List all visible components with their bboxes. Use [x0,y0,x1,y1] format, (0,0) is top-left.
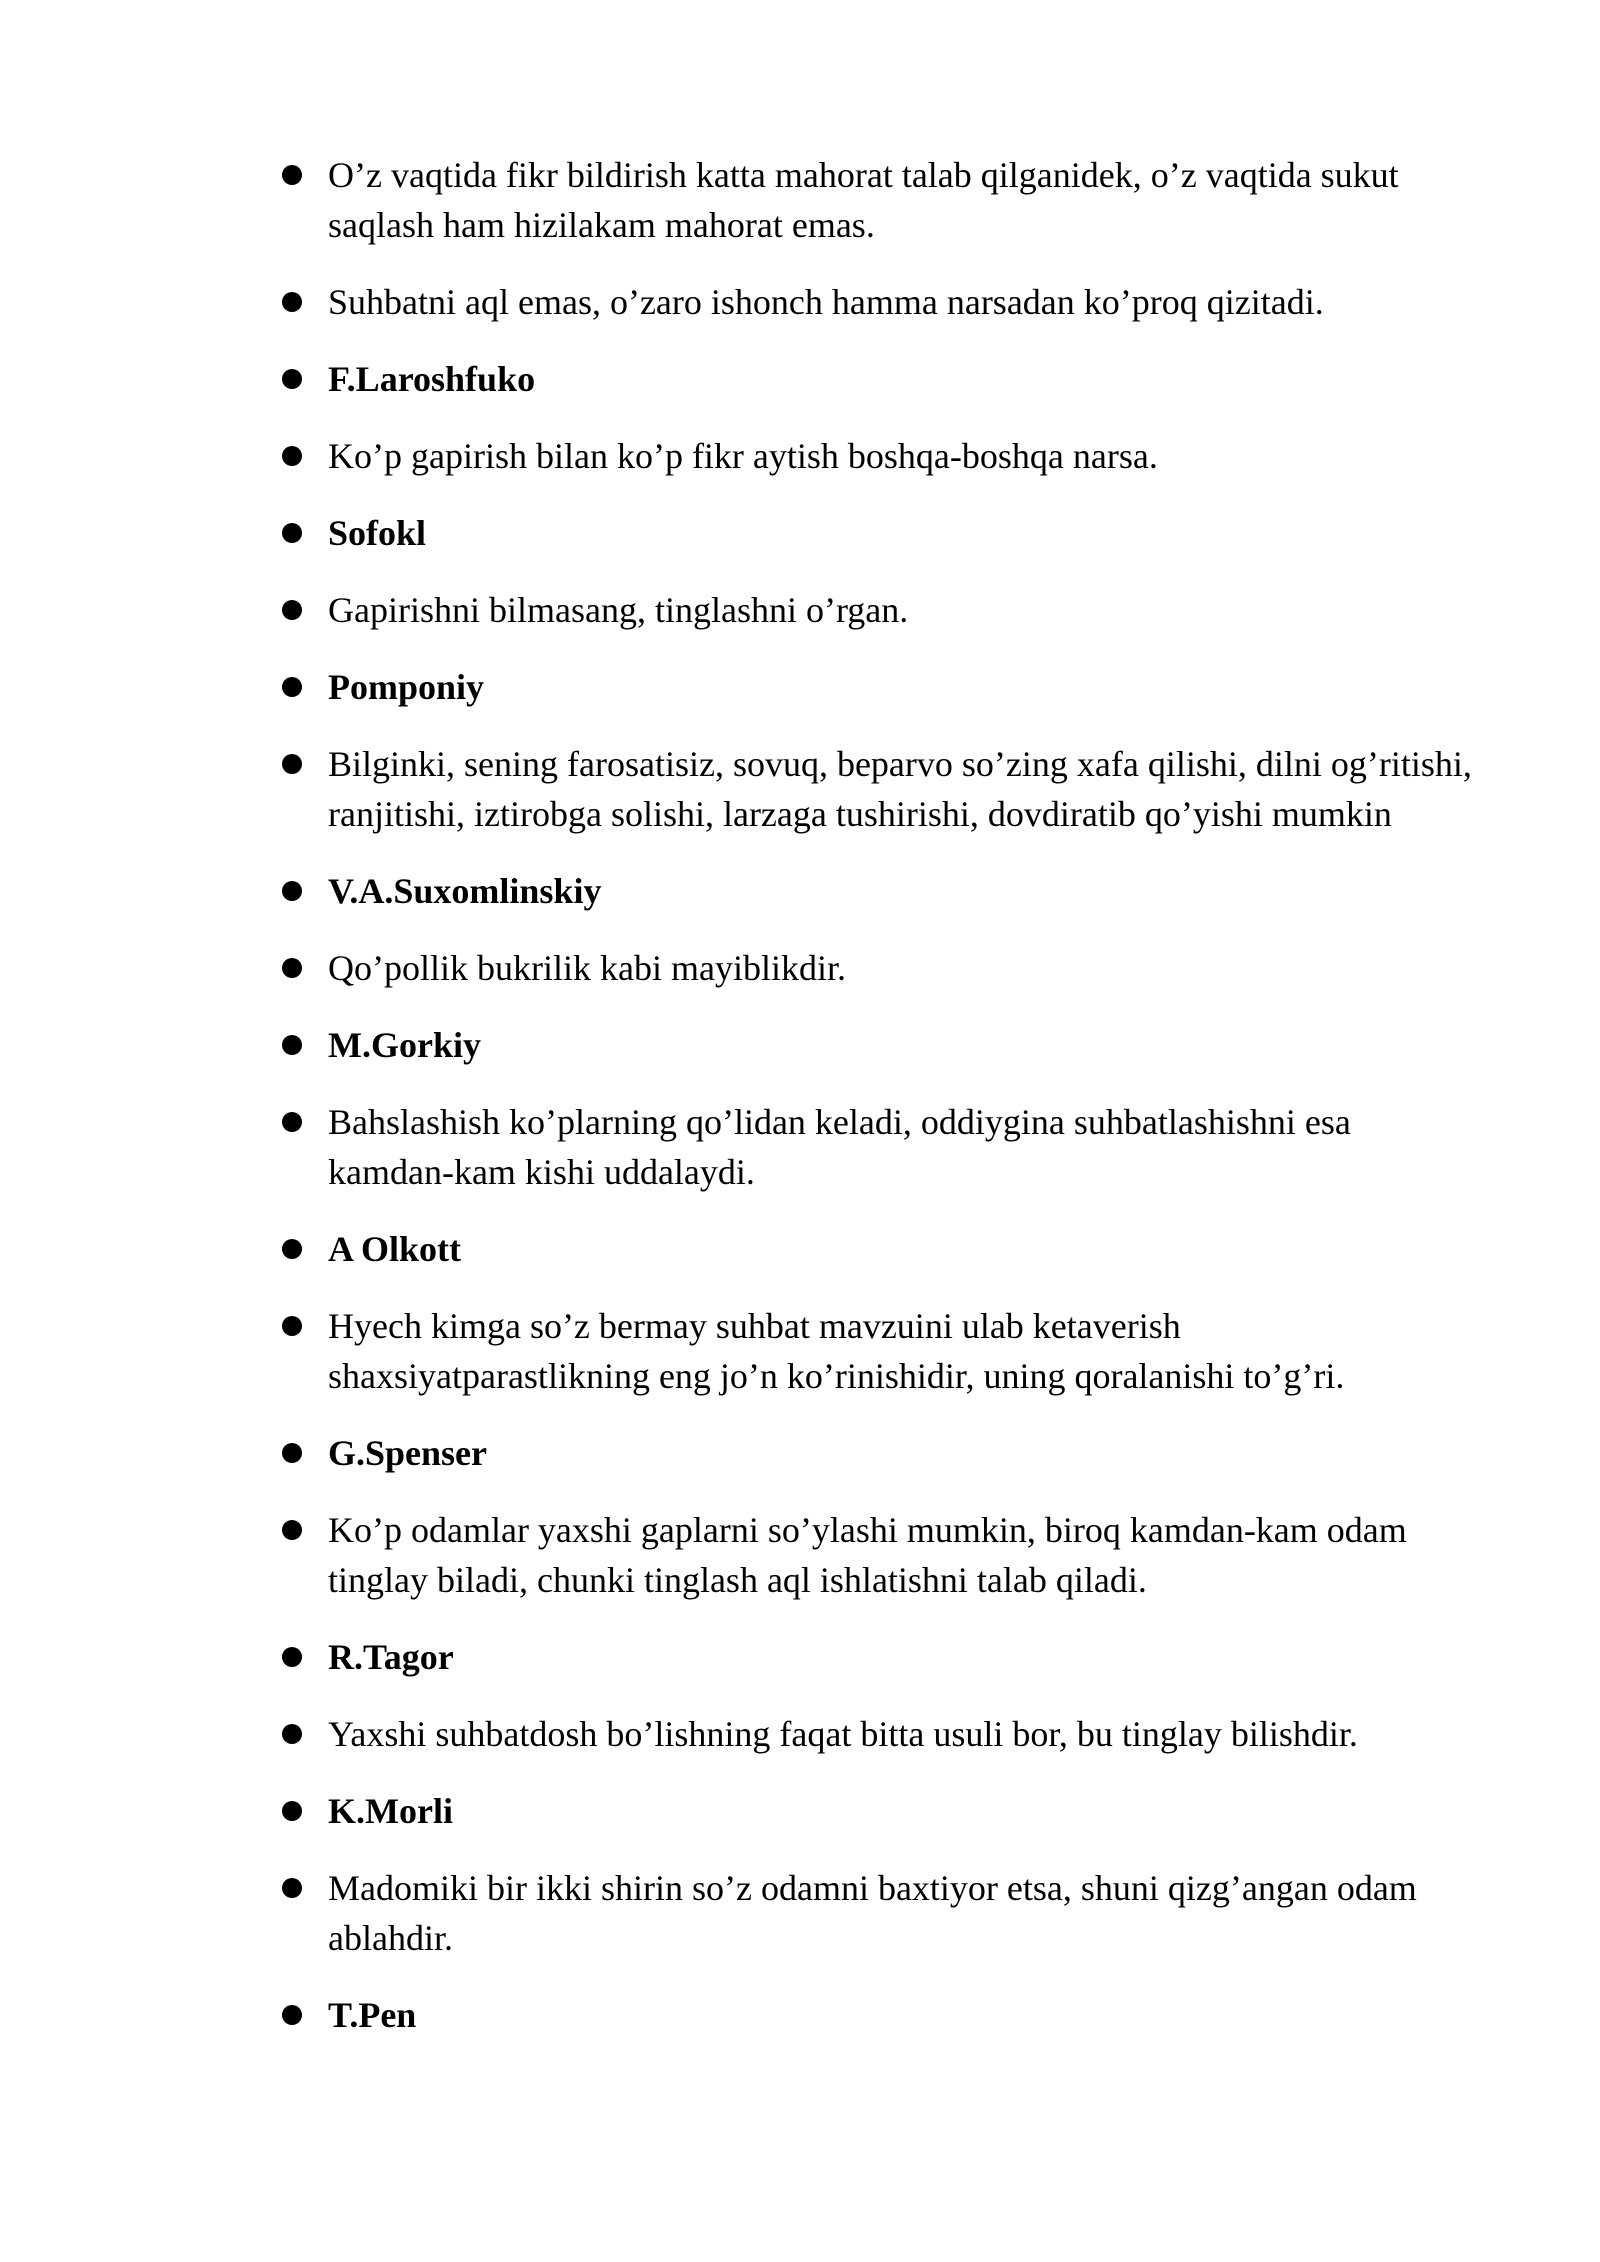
author-attribution [282,662,1482,712]
quote-item [282,1097,1482,1197]
bullet-icon [282,1520,302,1540]
author-attribution [282,354,1482,404]
bullet-icon [282,881,302,901]
bullet-icon [282,958,302,978]
quote-item [282,431,1482,481]
author-name: Sofokl [328,513,427,553]
quote-item [282,1709,1482,1759]
quote-text: Hyech kimga so’z bermay suhbat mavzuini ulab ketaverish shaxsiyatparastlikning eng jo’n ko’rinishidir, uning qoralanishi to’g’ri. [328,1306,1345,1396]
bullet-icon [282,1801,302,1821]
author-name: F.Laroshfuko [328,359,536,399]
quote-text: Qo’pollik bukrilik kabi mayiblikdir. [328,948,846,988]
author-attribution [282,1020,1482,1070]
quote-text: Yaxshi suhbatdosh bo’lishning faqat bitta usuli bor, bu tinglay bilishdir. [328,1714,1358,1754]
bullet-icon [282,165,302,185]
author-attribution [282,1786,1482,1836]
author-name: A Olkott [328,1229,462,1269]
bullet-icon [282,369,302,389]
author-name: R.Tagor [328,1637,454,1677]
bullet-icon [282,1112,302,1132]
quote-item [282,739,1482,839]
author-name: Pomponiy [328,667,485,707]
quote-text: Ko’p gapirish bilan ko’p fikr aytish boshqa-boshqa narsa. [328,436,1158,476]
bullet-icon [282,523,302,543]
bullet-icon [282,2005,302,2025]
quote-list [282,150,1482,2067]
quote-text: O’z vaqtida fikr bildirish katta mahorat talab qilganidek, o’z vaqtida sukut saqlash ham hizilakam mahorat emas. [328,155,1399,245]
author-attribution [282,866,1482,916]
quote-item [282,943,1482,993]
quote-text: Gapirishni bilmasang, tinglashni o’rgan. [328,590,909,630]
bullet-icon [282,1035,302,1055]
quote-item [282,585,1482,635]
bullet-icon [282,754,302,774]
bullet-icon [282,1647,302,1667]
bullet-icon [282,1239,302,1259]
bullet-icon [282,292,302,312]
bullet-icon [282,1878,302,1898]
quote-item [282,1505,1482,1605]
quote-item [282,277,1482,327]
bullet-icon [282,446,302,466]
quote-item [282,150,1482,250]
author-name: T.Pen [328,1995,417,2035]
quote-text: Ko’p odamlar yaxshi gaplarni so’ylashi mumkin, biroq kamdan-kam odam tinglay biladi, chunki tinglash aql ishlatishni talab qiladi. [328,1510,1407,1600]
quote-item [282,1863,1482,1963]
quote-text: Bilginki, sening farosatisiz, sovuq, beparvo so’zing xafa qilishi, dilni og’ritishi, ranjitishi, iztirobga solishi, larzaga tushirishi, dovdiratib qo’yishi mumkin [328,744,1472,834]
quote-text: Suhbatni aql emas, o’zaro ishonch hamma narsadan ko’proq qizitadi. [328,282,1324,322]
quote-text: Bahslashish ko’plarning qo’lidan keladi, oddiygina suhbatlashishni esa kamdan-kam kishi uddalaydi. [328,1102,1351,1192]
quote-text: Madomiki bir ikki shirin so’z odamni baxtiyor etsa, shuni qizg’angan odam ablahdir. [328,1868,1417,1958]
bullet-icon [282,1724,302,1744]
author-name: G.Spenser [328,1433,488,1473]
quote-item [282,1301,1482,1401]
author-name: K.Morli [328,1791,453,1831]
bullet-icon [282,600,302,620]
bullet-icon [282,1316,302,1336]
author-name: M.Gorkiy [328,1025,481,1065]
author-attribution [282,508,1482,558]
bullet-icon [282,677,302,697]
bullet-icon [282,1443,302,1463]
author-attribution [282,1428,1482,1478]
author-attribution [282,1632,1482,1682]
author-name: V.A.Suxomlinskiy [328,871,602,911]
author-attribution [282,1224,1482,1274]
author-attribution [282,1990,1482,2040]
